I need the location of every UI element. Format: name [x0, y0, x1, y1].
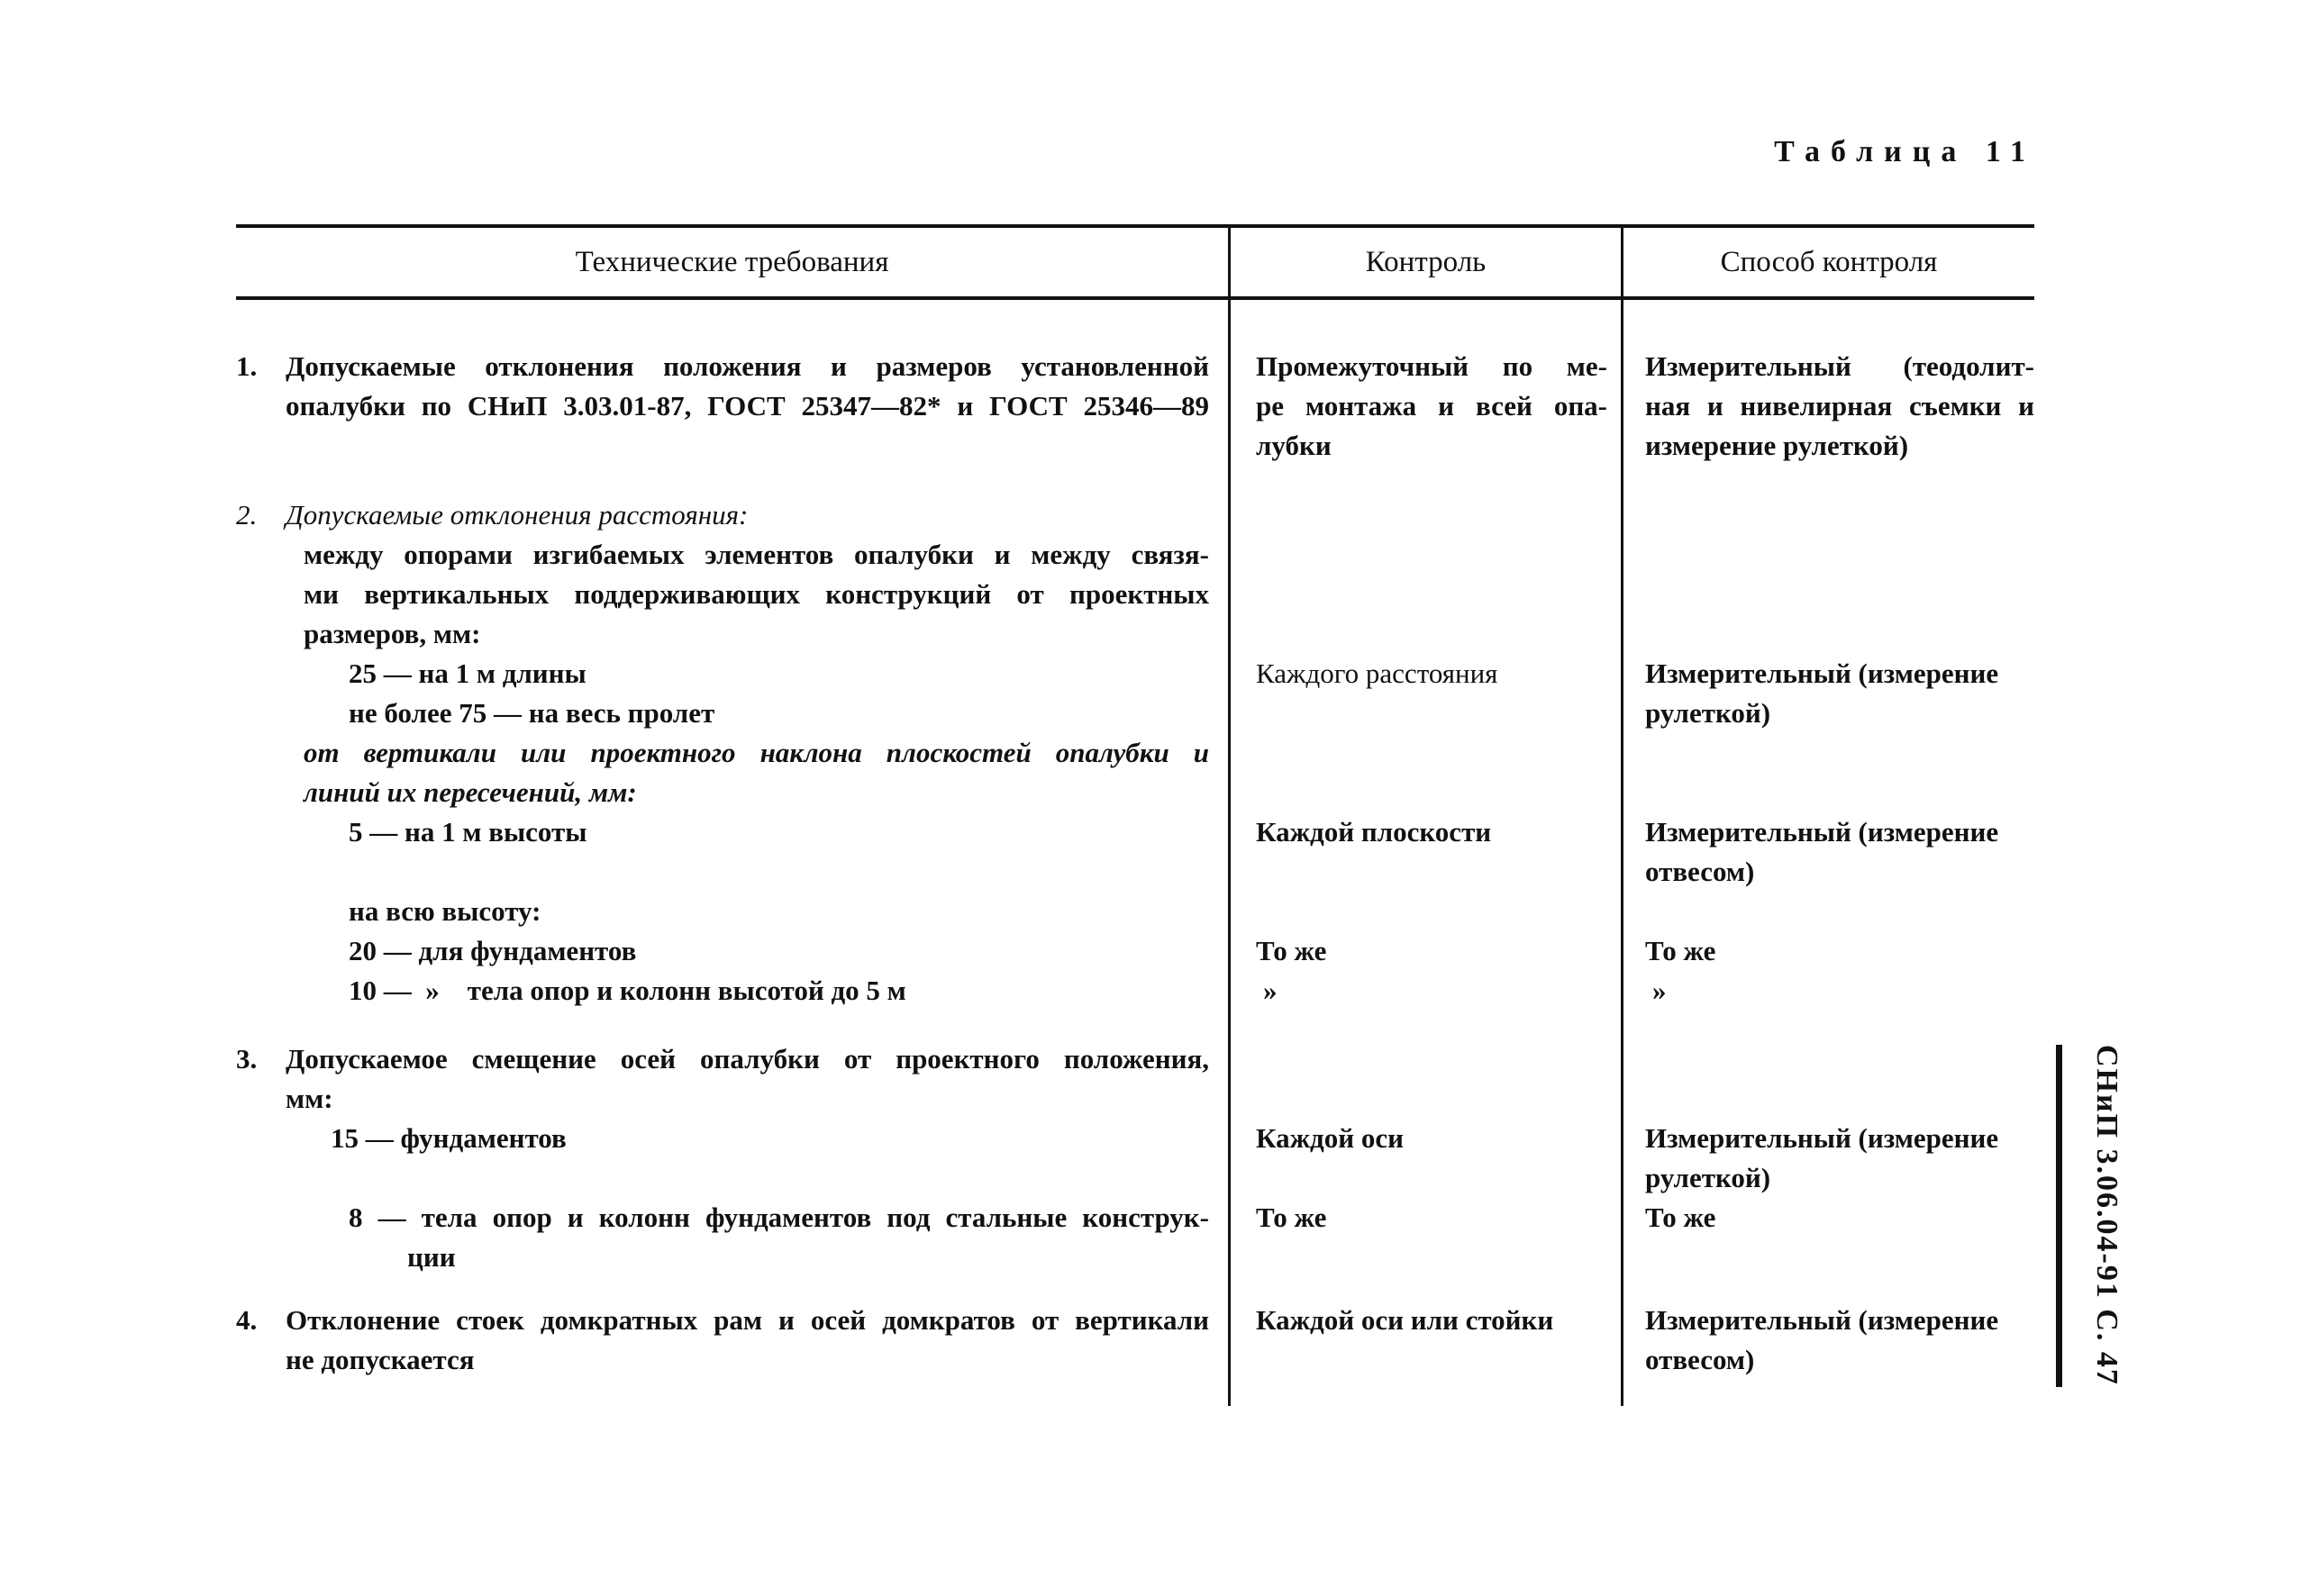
row-1-line-1: 1. Допускаемые отклонения положения и размеров установленной: [236, 347, 1209, 386]
row-2b2-control: То же: [1256, 935, 1327, 966]
row-1-method: Измерительный (теодолит- ная и нивелирная съемки и измерение рулеткой): [1645, 350, 2034, 461]
row-3-1-method: Измерительный (измерение рулеткой): [1645, 1122, 1999, 1193]
row-1-number: 1.: [236, 350, 258, 382]
side-running-header-text: СНиП 3.06.04-91 С. 47: [2090, 1045, 2124, 1386]
side-running-header: [2056, 1045, 2124, 1387]
row-2b2-method: То же: [1645, 935, 1716, 966]
header-method: Способ контроля: [1720, 245, 1938, 278]
row-3-2-control: То же: [1256, 1202, 1327, 1233]
table-header-rule: [236, 296, 2034, 300]
row-4-number: 4.: [236, 1304, 258, 1336]
row-2b-control: Каждой плоскости: [1256, 816, 1492, 848]
row-4-method: Измерительный (измерение отвесом): [1645, 1304, 1999, 1375]
header-requirements: Технические требования: [575, 245, 889, 278]
row-2a-control: Каждого расстояния: [1256, 657, 1498, 689]
row-2-title: 2. Допускаемые отклонения расстояния:: [236, 495, 1209, 535]
table-title: Таблица 11: [1774, 135, 2036, 168]
row-2-number: 2.: [236, 499, 258, 530]
row-4-requirements: 4. Отклонение стоек домкратных рам и осей домкратов от вертикали не допускается: [236, 1301, 1209, 1380]
row-1-control: Промежуточный по ме- ре монтажа и всей опа- лубки: [1256, 350, 1607, 461]
column-divider-1: [1228, 224, 1231, 1406]
row-2b3-control: »: [1263, 975, 1278, 1006]
row-2b3-method: »: [1652, 975, 1667, 1006]
row-1-line-2: опалубки по СНиП 3.03.01-87, ГОСТ 25347—82* и ГОСТ 25346—89: [286, 390, 1209, 422]
row-1-requirements: [236, 347, 1209, 426]
row-3-1-control: Каждой оси: [1256, 1122, 1404, 1154]
column-divider-2: [1621, 224, 1623, 1406]
row-4-control: Каждой оси или стойки: [1256, 1304, 1554, 1336]
row-3-requirements: 3. Допускаемое смещение осей опалубки от проектного положения, мм: 15 — фундаментов 8 — тела опор и колонн фундаментов под стальные конструк- ции: [236, 1039, 1209, 1277]
row-2-requirements: 2. Допускаемые отклонения расстояния: между опорами изгибаемых элементов опалубки и между связя- ми вертикальных поддерживающих конструкций от проектных размеров, мм: 25 — на 1 м длины не более 75 — на весь пролет от вертикали или проектного наклона плоскостей опалубки и линий их пересечений, мм: 5 — на 1 м высоты на всю высоту: 20 — для фундаментов 10 — » тела опор и колонн высотой до 5 м: [236, 495, 1209, 1011]
row-3-2-method: То же: [1645, 1202, 1716, 1233]
header-control: Контроль: [1365, 245, 1487, 278]
row-2a-method: Измерительный (измерение рулеткой): [1645, 657, 1999, 729]
row-3-number: 3.: [236, 1043, 258, 1075]
row-2b-method: Измерительный (измерение отвесом): [1645, 816, 1999, 887]
